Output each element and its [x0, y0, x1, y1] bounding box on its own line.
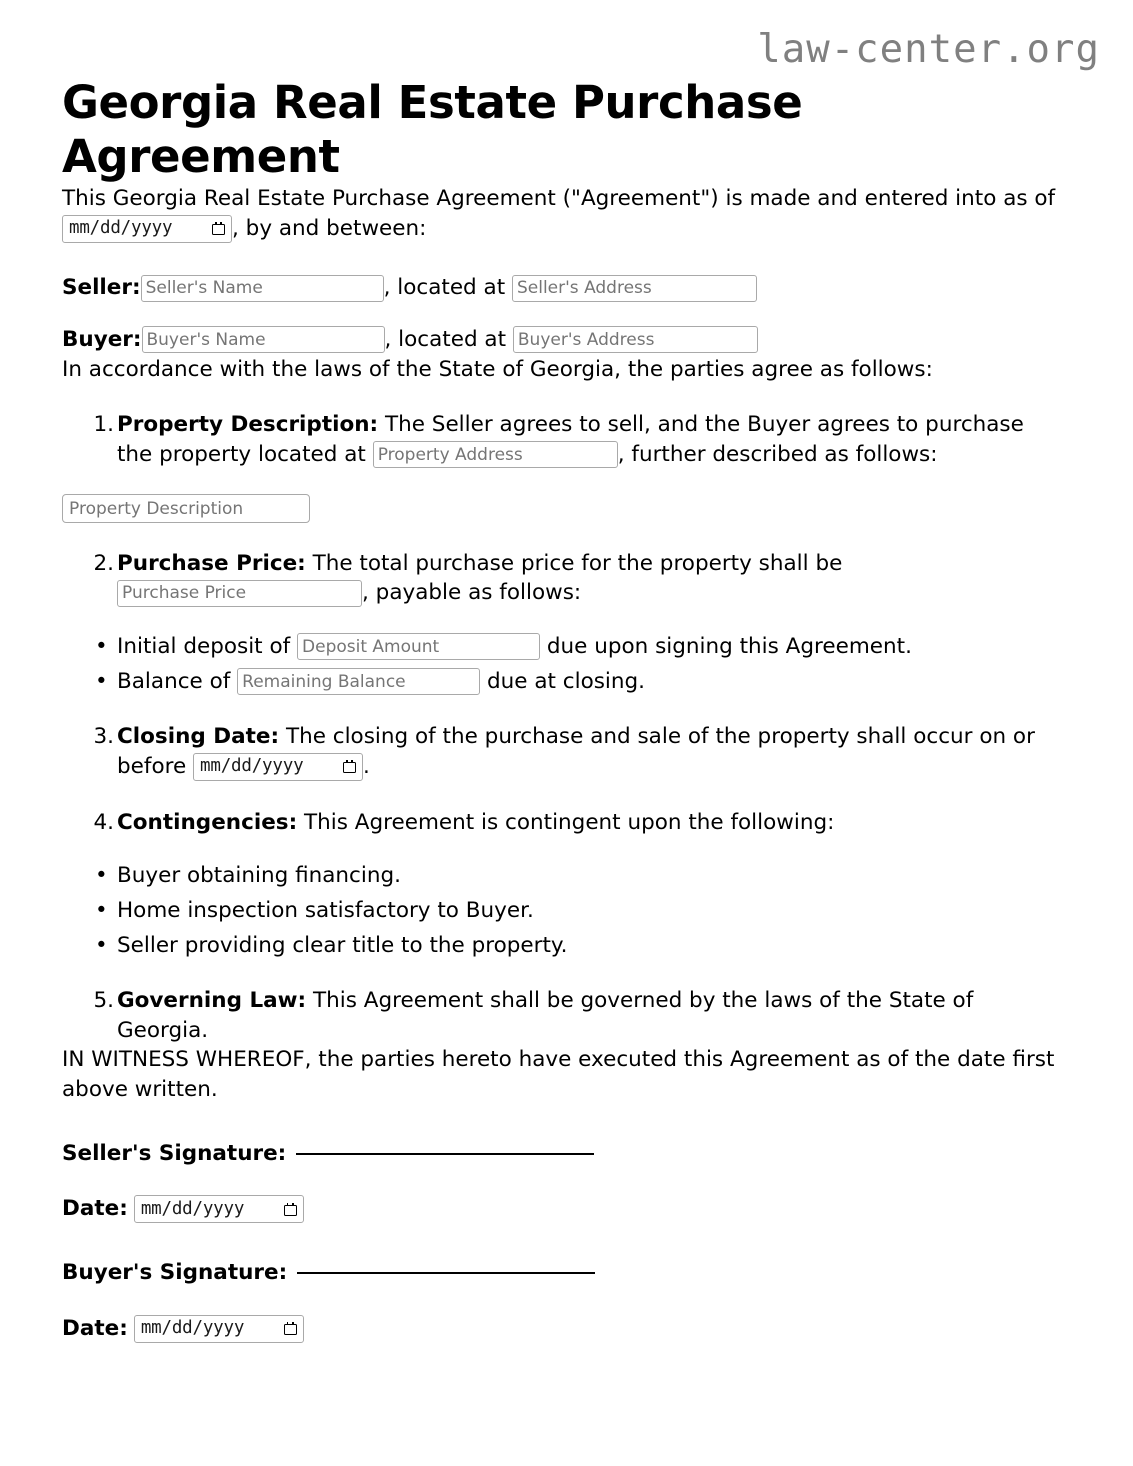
seller-date-placeholder: mm/dd/yyyy: [140, 1198, 245, 1219]
property-description-row: [62, 494, 1060, 523]
clause-text: This Agreement is contingent upon the following:: [304, 809, 835, 835]
intro-text-after-date: , by and between:: [232, 215, 427, 241]
calendar-icon: [284, 1203, 297, 1216]
property-address-input[interactable]: [373, 441, 618, 468]
seller-signature-row: [62, 1139, 1060, 1169]
bullet-icon: •: [95, 897, 108, 923]
list-item: [62, 896, 1060, 926]
clause-property-description: [62, 410, 1060, 469]
buyer-date-row: [62, 1314, 1060, 1344]
list-item: [62, 861, 1060, 891]
contingency-bullet-list: [62, 861, 1060, 960]
clause-number: 3.: [93, 724, 114, 750]
clause-number: 2.: [93, 550, 114, 576]
clause-number: 5.: [93, 988, 114, 1014]
seller-address-input[interactable]: [512, 275, 757, 302]
clause-purchase-price: [62, 549, 1060, 608]
bullet-text: Home inspection satisfactory to Buyer.: [117, 897, 534, 923]
clause-title: Contingencies:: [117, 809, 298, 835]
seller-label: Seller:: [62, 275, 141, 301]
calendar-icon: [212, 222, 225, 235]
buyer-date-placeholder: mm/dd/yyyy: [140, 1318, 245, 1338]
deposit-amount-input[interactable]: [297, 633, 540, 660]
clause-text-after-field: , payable as follows:: [362, 580, 582, 606]
clause-text-before-field: The total purchase price for the property shall be: [312, 550, 843, 576]
bullet-icon: •: [95, 863, 108, 889]
witness-paragraph: IN WITNESS WHEREOF, the parties hereto have executed this Agreement as of the date first above written.: [62, 1047, 1055, 1103]
list-item: [62, 667, 1060, 697]
bullet-text-before: Balance of: [117, 668, 231, 694]
buyer-located-at-label: , located at: [384, 326, 507, 352]
bullet-icon: •: [95, 932, 108, 958]
clause-title: Closing Date:: [117, 724, 280, 750]
buyer-label: Buyer:: [62, 326, 142, 352]
clause-list-closing: [62, 722, 1060, 837]
page-title: Georgia Real Estate Purchase Agreement: [62, 76, 803, 183]
buyer-signature-label: Buyer's Signature:: [62, 1260, 288, 1286]
bullet-text: Buyer obtaining financing.: [117, 863, 401, 889]
clause-title: Purchase Price:: [117, 550, 306, 576]
clause-title: Governing Law:: [117, 988, 307, 1014]
clause-text-before-field: The closing of the purchase and sale of the property shall occur on or before: [117, 724, 1035, 779]
buyer-address-input[interactable]: [513, 326, 758, 353]
list-item: [62, 931, 1060, 961]
clause-list-governing: [62, 986, 1060, 1045]
buyer-signature-row: [62, 1258, 1060, 1288]
clause-text-before-field: The Seller agrees to sell, and the Buyer agrees to purchase the property located at: [117, 412, 1024, 467]
clause-title: Property Description:: [117, 412, 379, 438]
closing-date-input[interactable]: [193, 753, 363, 781]
bullet-text-after: due at closing.: [487, 668, 646, 694]
agreement-date-input[interactable]: [62, 215, 232, 243]
buyer-date-input[interactable]: [134, 1315, 304, 1343]
clause-text-after-field: .: [363, 753, 370, 779]
seller-date-row: [62, 1194, 1060, 1224]
seller-signature-label: Seller's Signature:: [62, 1140, 287, 1166]
site-watermark: law-center.org: [757, 27, 1100, 72]
remaining-balance-input[interactable]: [237, 668, 480, 695]
buyer-signature-line[interactable]: [297, 1271, 595, 1274]
clause-list-price: [62, 549, 1060, 608]
clause-governing-law: [62, 986, 1060, 1045]
buyer-row: [62, 325, 1060, 355]
closing-date-placeholder: mm/dd/yyyy: [200, 756, 304, 777]
seller-name-input[interactable]: [141, 275, 384, 302]
accordance-paragraph: In accordance with the laws of the State of Georgia, the parties agree as follows:: [62, 356, 933, 382]
property-description-textarea[interactable]: Property Description: [62, 494, 310, 523]
bullet-icon: •: [95, 633, 108, 659]
buyer-date-label: Date:: [62, 1315, 128, 1341]
clause-number: 1.: [93, 412, 114, 438]
clause-number: 4.: [93, 809, 114, 835]
seller-signature-line[interactable]: [296, 1152, 594, 1155]
bullet-text-before: Initial deposit of: [117, 633, 291, 659]
calendar-icon: [284, 1322, 297, 1335]
bullet-text: Seller providing clear title to the property.: [117, 932, 568, 958]
purchase-price-input[interactable]: [117, 580, 362, 607]
seller-date-input[interactable]: [134, 1195, 304, 1223]
clause-closing-date: [62, 722, 1060, 781]
clause-contingencies: [62, 808, 1060, 838]
payment-bullet-list: [62, 632, 1060, 696]
calendar-icon: [343, 760, 356, 773]
list-item: [62, 632, 1060, 662]
seller-row: [62, 273, 1060, 303]
seller-date-label: Date:: [62, 1196, 128, 1222]
clause-text-after-field: , further described as follows:: [617, 441, 938, 467]
intro-paragraph: [62, 184, 1060, 243]
intro-text-before-date: This Georgia Real Estate Purchase Agreement ("Agreement") is made and entered into as of: [62, 186, 1056, 211]
bullet-icon: •: [95, 668, 108, 694]
seller-located-at-label: , located at: [383, 275, 506, 301]
clause-text: This Agreement shall be governed by the laws of the State of Georgia.: [117, 988, 974, 1043]
clause-list: [62, 410, 1060, 469]
agreement-date-placeholder: mm/dd/yyyy: [69, 217, 173, 238]
bullet-text-after: due upon signing this Agreement.: [546, 633, 912, 659]
buyer-name-input[interactable]: [142, 326, 385, 353]
